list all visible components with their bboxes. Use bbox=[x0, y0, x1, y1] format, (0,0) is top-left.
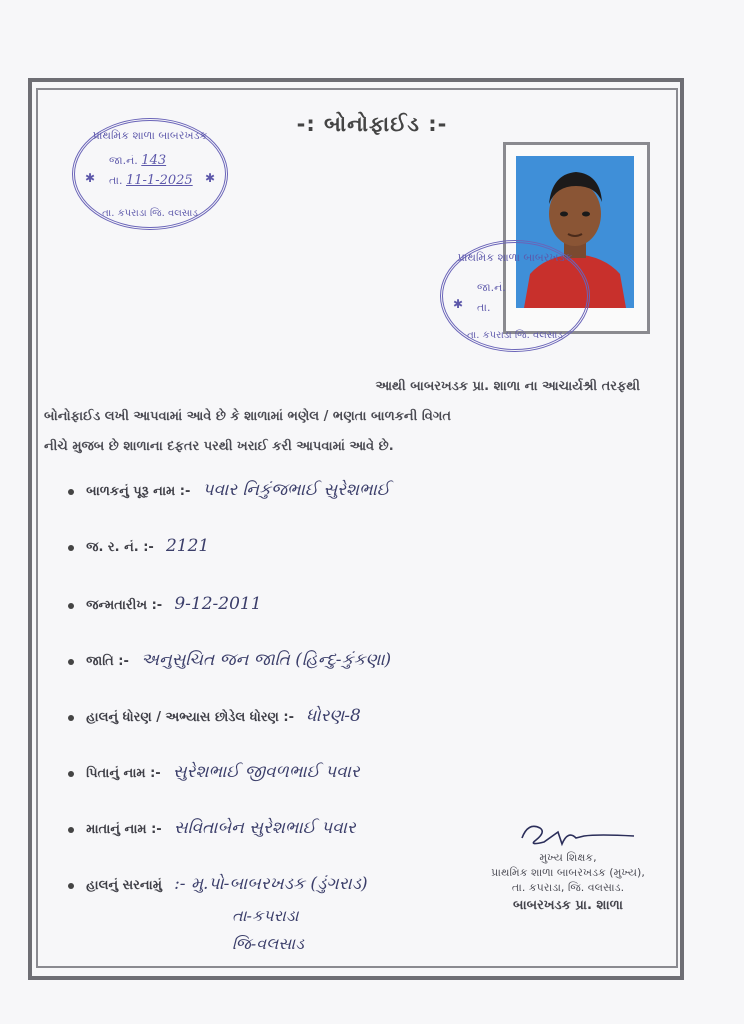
field-value: ધોરણ-8 bbox=[306, 706, 361, 726]
field-address bbox=[68, 874, 368, 904]
star-icon: ✱ bbox=[453, 297, 464, 311]
field-value: :- મુ.પો-બાબરખડક (ડુંગરાડ) bbox=[174, 874, 368, 894]
bullet-icon bbox=[68, 771, 74, 777]
headmaster-title: મુખ્ય શિક્ષક, bbox=[539, 851, 597, 864]
headmaster-signature bbox=[518, 818, 638, 852]
bullet-icon bbox=[68, 659, 74, 665]
intro-line-1: આથી બાબરખડક પ્રા. શાળા ના આચાર્યશ્રી તરફથી bbox=[375, 379, 640, 394]
field-value: સુરેશભાઈ જીવળભાઈ પવાર bbox=[172, 762, 360, 782]
field-mother-name bbox=[68, 818, 356, 848]
intro-line-3: નીચે મુજબ છે શાળાના દફતર પરથી ખરાઈ કરી આપવામાં આવે છે. bbox=[44, 439, 394, 454]
headmaster-stamp bbox=[478, 850, 658, 895]
field-value: પવાર નિકુંજભાઈ સુરેશભાઈ bbox=[202, 480, 390, 500]
star-icon: ✱ bbox=[204, 171, 215, 185]
headmaster-location: તા. કપરાડા, જિ. વલસાડ. bbox=[511, 881, 625, 894]
field-label: જ. ર. નં. :- bbox=[86, 540, 154, 555]
bullet-icon bbox=[68, 545, 74, 551]
stamp-ring-top-text: પ્રાથમિક શાળા બાબરખડક bbox=[92, 129, 208, 142]
stamp-number-label: જા.નં. bbox=[109, 154, 138, 167]
field-value: અનુસુચિત જન જાતિ (હિન્દુ-કુંકણા) bbox=[141, 650, 392, 670]
field-birth-date bbox=[68, 594, 262, 624]
stamp-date-label: તા. bbox=[109, 174, 123, 187]
address-line-taluka: તા-કપરાડા bbox=[232, 906, 299, 925]
stamp-date-row bbox=[109, 173, 193, 188]
stamp-ring-bottom-text: તા. કપરાડા જિ. વલસાડ bbox=[102, 208, 198, 219]
field-register-number bbox=[68, 536, 209, 566]
bullet-icon bbox=[68, 715, 74, 721]
intro-line-2: બોનોફાઈડ લખી આપવામાં આવે છે કે શાળામાં ભણેલ / ભણતા બાળકની વિગત bbox=[44, 409, 452, 424]
stamp-date-value: 11-1-2025 bbox=[126, 173, 193, 188]
stamp-ring-bottom-text: તા. કપરાડા જિ. વલસાડ bbox=[467, 330, 563, 341]
bullet-icon bbox=[68, 603, 74, 609]
field-value: સવિતાબેન સુરેશભાઈ પવાર bbox=[173, 818, 356, 838]
headmaster-school: પ્રાથમિક શાળા બાબરખડક (મુખ્ય), bbox=[491, 866, 645, 879]
school-stamp-photo bbox=[440, 240, 590, 352]
stamp-date-label: તા. bbox=[477, 301, 491, 314]
field-label: બાળકનું પૂરૂ નામ :- bbox=[86, 484, 191, 499]
bullet-icon bbox=[68, 827, 74, 833]
field-label: માતાનું નામ :- bbox=[86, 822, 162, 837]
stamp-number-value: 143 bbox=[141, 153, 167, 168]
field-caste bbox=[68, 650, 391, 680]
address-line-district: જિ-વલસાડ bbox=[232, 934, 304, 953]
field-standard bbox=[68, 706, 361, 736]
field-label: જન્મતારીખ :- bbox=[86, 598, 163, 613]
field-father-name bbox=[68, 762, 360, 792]
stamp-number-row bbox=[109, 153, 166, 168]
field-student-name bbox=[68, 480, 390, 510]
stamp-number-label: જા.નં. bbox=[477, 281, 506, 294]
star-icon: ✱ bbox=[85, 171, 96, 185]
field-label: પિતાનું નામ :- bbox=[86, 766, 161, 781]
field-value: 9-12-2011 bbox=[174, 594, 262, 614]
field-value: 2121 bbox=[165, 536, 210, 556]
certificate-title: -: બોનોફાઈડ :- bbox=[296, 112, 448, 136]
field-label: હાલનું સરનામું bbox=[86, 878, 162, 893]
field-label: હાલનું ધોરણ / અભ્યાસ છોડેલ ધોરણ :- bbox=[86, 710, 294, 725]
bullet-icon bbox=[68, 883, 74, 889]
school-stamp-top bbox=[72, 118, 228, 230]
field-label: જાતિ :- bbox=[86, 654, 129, 669]
stamp-ring-top-text: પ્રાથમિક શાળા બાબરખડક bbox=[457, 251, 573, 264]
school-name-stamp: બાબરખડક પ્રા. શાળા bbox=[513, 898, 623, 913]
bullet-icon bbox=[68, 489, 74, 495]
